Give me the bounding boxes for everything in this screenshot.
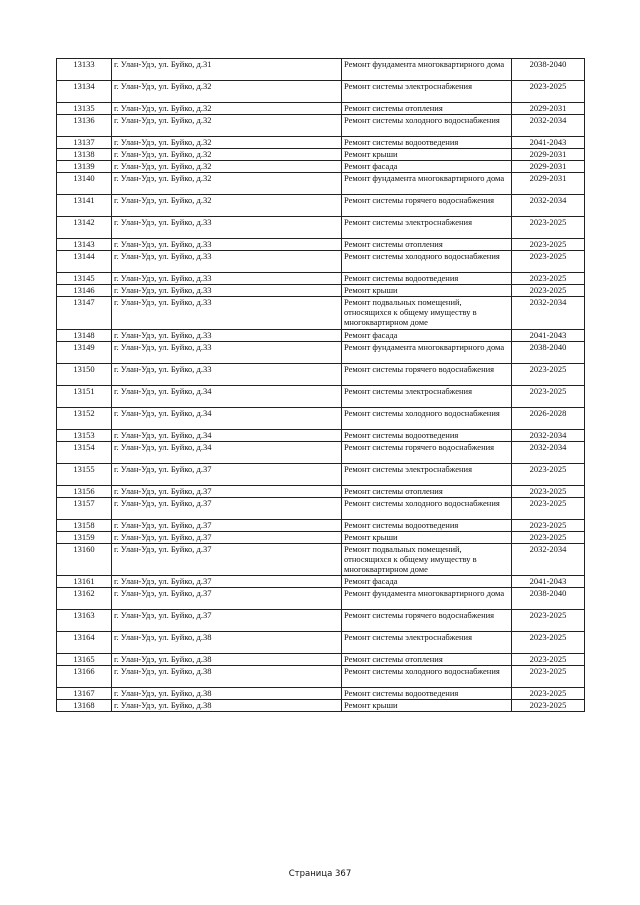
table-row: [57, 285, 585, 297]
row-period: 2023-2025: [512, 217, 585, 239]
row-work-type: Ремонт системы холодного водоснабжения: [342, 251, 512, 273]
table-row: [57, 632, 585, 654]
row-id: 13153: [57, 429, 112, 441]
row-id: 13149: [57, 341, 112, 363]
row-work-type: Ремонт системы водоотведения: [342, 137, 512, 149]
row-address: г. Улан-Удэ, ул. Буйко, д.32: [112, 195, 342, 217]
row-period: 2023-2025: [512, 81, 585, 103]
row-period: 2023-2025: [512, 251, 585, 273]
table-row: [57, 610, 585, 632]
row-period: 2029-2031: [512, 161, 585, 173]
table-row: [57, 543, 585, 576]
row-id: 13160: [57, 543, 112, 576]
row-id: 13145: [57, 273, 112, 285]
table-row: [57, 700, 585, 712]
row-address: г. Улан-Удэ, ул. Буйко, д.37: [112, 588, 342, 610]
table-row: [57, 407, 585, 429]
row-period: 2032-2034: [512, 441, 585, 463]
row-period: 2029-2031: [512, 149, 585, 161]
repair-schedule-table: [56, 58, 585, 712]
row-address: г. Улан-Удэ, ул. Буйко, д.33: [112, 239, 342, 251]
row-id: 13159: [57, 531, 112, 543]
row-address: г. Улан-Удэ, ул. Буйко, д.32: [112, 115, 342, 137]
row-work-type: Ремонт крыши: [342, 531, 512, 543]
table-row: [57, 137, 585, 149]
row-period: 2023-2025: [512, 531, 585, 543]
row-period: 2023-2025: [512, 239, 585, 251]
row-work-type: Ремонт системы водоотведения: [342, 519, 512, 531]
row-address: г. Улан-Удэ, ул. Буйко, д.38: [112, 666, 342, 688]
row-address: г. Улан-Удэ, ул. Буйко, д.33: [112, 273, 342, 285]
table-row: [57, 217, 585, 239]
row-address: г. Улан-Удэ, ул. Буйко, д.33: [112, 363, 342, 385]
row-period: 2032-2034: [512, 543, 585, 576]
table-row: [57, 329, 585, 341]
row-period: 2023-2025: [512, 666, 585, 688]
row-address: г. Улан-Удэ, ул. Буйко, д.38: [112, 654, 342, 666]
row-work-type: Ремонт фундамента многоквартирного дома: [342, 588, 512, 610]
row-id: 13146: [57, 285, 112, 297]
table-row: [57, 173, 585, 195]
row-period: 2023-2025: [512, 285, 585, 297]
row-period: 2023-2025: [512, 385, 585, 407]
row-address: г. Улан-Удэ, ул. Буйко, д.32: [112, 103, 342, 115]
row-id: 13134: [57, 81, 112, 103]
row-period: 2029-2031: [512, 103, 585, 115]
page-number: Страница 367: [288, 869, 352, 879]
row-period: 2026-2028: [512, 407, 585, 429]
row-work-type: Ремонт системы электроснабжения: [342, 385, 512, 407]
row-period: 2029-2031: [512, 173, 585, 195]
row-id: 13162: [57, 588, 112, 610]
table-row: [57, 161, 585, 173]
table-row: [57, 251, 585, 273]
row-address: г. Улан-Удэ, ул. Буйко, д.37: [112, 519, 342, 531]
table-row: [57, 385, 585, 407]
table-row: [57, 149, 585, 161]
row-id: 13144: [57, 251, 112, 273]
row-work-type: Ремонт системы электроснабжения: [342, 81, 512, 103]
row-work-type: Ремонт системы отопления: [342, 654, 512, 666]
table-row: [57, 341, 585, 363]
row-id: 13167: [57, 688, 112, 700]
table-row: [57, 666, 585, 688]
row-address: г. Улан-Удэ, ул. Буйко, д.38: [112, 700, 342, 712]
row-work-type: Ремонт системы горячего водоснабжения: [342, 441, 512, 463]
table-row: [57, 297, 585, 330]
row-address: г. Улан-Удэ, ул. Буйко, д.33: [112, 285, 342, 297]
row-id: 13143: [57, 239, 112, 251]
table-row: [57, 576, 585, 588]
table-row: [57, 588, 585, 610]
row-work-type: Ремонт фундамента многоквартирного дома: [342, 341, 512, 363]
row-address: г. Улан-Удэ, ул. Буйко, д.37: [112, 576, 342, 588]
row-period: 2023-2025: [512, 485, 585, 497]
row-address: г. Улан-Удэ, ул. Буйко, д.32: [112, 149, 342, 161]
row-id: 13163: [57, 610, 112, 632]
row-period: 2038-2040: [512, 341, 585, 363]
table-body: [57, 59, 585, 712]
row-work-type: Ремонт системы холодного водоснабжения: [342, 666, 512, 688]
row-address: г. Улан-Удэ, ул. Буйко, д.33: [112, 297, 342, 330]
table-row: [57, 519, 585, 531]
table-row: [57, 363, 585, 385]
row-address: г. Улан-Удэ, ул. Буйко, д.34: [112, 441, 342, 463]
row-id: 13168: [57, 700, 112, 712]
row-work-type: Ремонт системы горячего водоснабжения: [342, 363, 512, 385]
row-id: 13151: [57, 385, 112, 407]
row-address: г. Улан-Удэ, ул. Буйко, д.37: [112, 543, 342, 576]
row-address: г. Улан-Удэ, ул. Буйко, д.38: [112, 688, 342, 700]
row-id: 13166: [57, 666, 112, 688]
row-id: 13137: [57, 137, 112, 149]
table-row: [57, 531, 585, 543]
table-row: [57, 81, 585, 103]
table-row: [57, 688, 585, 700]
row-id: 13135: [57, 103, 112, 115]
row-period: 2023-2025: [512, 363, 585, 385]
row-work-type: Ремонт системы холодного водоснабжения: [342, 497, 512, 519]
row-id: 13158: [57, 519, 112, 531]
row-id: 13165: [57, 654, 112, 666]
row-work-type: Ремонт крыши: [342, 700, 512, 712]
row-period: 2032-2034: [512, 297, 585, 330]
row-period: 2023-2025: [512, 519, 585, 531]
row-work-type: Ремонт системы водоотведения: [342, 273, 512, 285]
row-address: г. Улан-Удэ, ул. Буйко, д.33: [112, 251, 342, 273]
row-period: 2023-2025: [512, 497, 585, 519]
table-row: [57, 273, 585, 285]
row-work-type: Ремонт крыши: [342, 149, 512, 161]
row-id: 13150: [57, 363, 112, 385]
row-period: 2038-2040: [512, 59, 585, 81]
row-work-type: Ремонт системы горячего водоснабжения: [342, 195, 512, 217]
row-id: 13138: [57, 149, 112, 161]
row-id: 13154: [57, 441, 112, 463]
row-address: г. Улан-Удэ, ул. Буйко, д.38: [112, 632, 342, 654]
row-id: 13157: [57, 497, 112, 519]
row-id: 13140: [57, 173, 112, 195]
row-work-type: Ремонт системы отопления: [342, 239, 512, 251]
table-row: [57, 195, 585, 217]
table-row: [57, 463, 585, 485]
row-work-type: Ремонт крыши: [342, 285, 512, 297]
table-row: [57, 239, 585, 251]
row-period: 2023-2025: [512, 688, 585, 700]
row-work-type: Ремонт системы отопления: [342, 485, 512, 497]
row-work-type: Ремонт подвальных помещений, относящихся к общему имуществу в многоквартирном доме: [342, 297, 512, 330]
row-work-type: Ремонт системы водоотведения: [342, 688, 512, 700]
row-id: 13156: [57, 485, 112, 497]
row-address: г. Улан-Удэ, ул. Буйко, д.34: [112, 429, 342, 441]
row-period: 2023-2025: [512, 463, 585, 485]
row-work-type: Ремонт фасада: [342, 329, 512, 341]
row-work-type: Ремонт системы водоотведения: [342, 429, 512, 441]
row-id: 13155: [57, 463, 112, 485]
row-work-type: Ремонт системы электроснабжения: [342, 217, 512, 239]
row-period: 2041-2043: [512, 137, 585, 149]
row-address: г. Улан-Удэ, ул. Буйко, д.33: [112, 341, 342, 363]
row-id: 13148: [57, 329, 112, 341]
row-address: г. Улан-Удэ, ул. Буйко, д.37: [112, 497, 342, 519]
row-period: 2023-2025: [512, 273, 585, 285]
row-period: 2041-2043: [512, 576, 585, 588]
row-id: 13133: [57, 59, 112, 81]
table-row: [57, 59, 585, 81]
row-period: 2023-2025: [512, 610, 585, 632]
table-row: [57, 429, 585, 441]
row-id: 13152: [57, 407, 112, 429]
row-address: г. Улан-Удэ, ул. Буйко, д.34: [112, 407, 342, 429]
row-period: 2041-2043: [512, 329, 585, 341]
row-work-type: Ремонт системы горячего водоснабжения: [342, 610, 512, 632]
row-period: 2038-2040: [512, 588, 585, 610]
row-work-type: Ремонт фундамента многоквартирного дома: [342, 59, 512, 81]
row-period: 2032-2034: [512, 429, 585, 441]
row-period: 2023-2025: [512, 700, 585, 712]
table-row: [57, 485, 585, 497]
table-row: [57, 497, 585, 519]
row-work-type: Ремонт системы холодного водоснабжения: [342, 407, 512, 429]
row-address: г. Улан-Удэ, ул. Буйко, д.37: [112, 531, 342, 543]
row-id: 13147: [57, 297, 112, 330]
row-work-type: Ремонт системы отопления: [342, 103, 512, 115]
row-work-type: Ремонт системы электроснабжения: [342, 463, 512, 485]
row-address: г. Улан-Удэ, ул. Буйко, д.37: [112, 463, 342, 485]
row-work-type: Ремонт фасада: [342, 161, 512, 173]
row-address: г. Улан-Удэ, ул. Буйко, д.33: [112, 217, 342, 239]
row-period: 2032-2034: [512, 195, 585, 217]
row-address: г. Улан-Удэ, ул. Буйко, д.32: [112, 173, 342, 195]
row-id: 13141: [57, 195, 112, 217]
row-id: 13136: [57, 115, 112, 137]
row-address: г. Улан-Удэ, ул. Буйко, д.33: [112, 329, 342, 341]
row-address: г. Улан-Удэ, ул. Буйко, д.37: [112, 610, 342, 632]
row-work-type: Ремонт фундамента многоквартирного дома: [342, 173, 512, 195]
row-id: 13161: [57, 576, 112, 588]
row-period: 2023-2025: [512, 632, 585, 654]
table-row: [57, 654, 585, 666]
row-work-type: Ремонт системы электроснабжения: [342, 632, 512, 654]
row-work-type: Ремонт системы холодного водоснабжения: [342, 115, 512, 137]
row-period: 2023-2025: [512, 654, 585, 666]
row-address: г. Улан-Удэ, ул. Буйко, д.32: [112, 81, 342, 103]
table-row: [57, 103, 585, 115]
row-id: 13164: [57, 632, 112, 654]
table-row: [57, 115, 585, 137]
row-work-type: Ремонт подвальных помещений, относящихся к общему имуществу в многоквартирном доме: [342, 543, 512, 576]
row-id: 13142: [57, 217, 112, 239]
row-address: г. Улан-Удэ, ул. Буйко, д.37: [112, 485, 342, 497]
row-work-type: Ремонт фасада: [342, 576, 512, 588]
table-row: [57, 441, 585, 463]
row-address: г. Улан-Удэ, ул. Буйко, д.32: [112, 161, 342, 173]
row-address: г. Улан-Удэ, ул. Буйко, д.31: [112, 59, 342, 81]
row-address: г. Улан-Удэ, ул. Буйко, д.32: [112, 137, 342, 149]
row-address: г. Улан-Удэ, ул. Буйко, д.34: [112, 385, 342, 407]
row-period: 2032-2034: [512, 115, 585, 137]
row-id: 13139: [57, 161, 112, 173]
